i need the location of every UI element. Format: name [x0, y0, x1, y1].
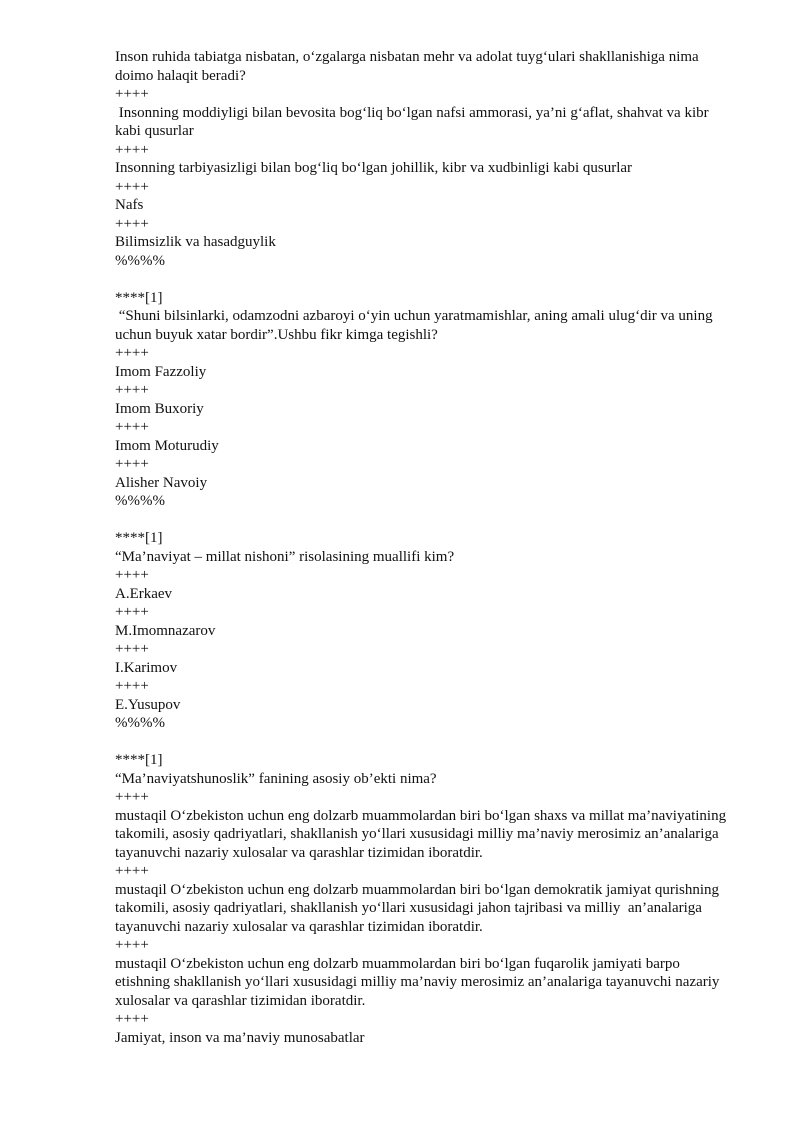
- option-separator: ++++: [115, 456, 149, 472]
- answer-option: A.Erkaev: [115, 585, 173, 602]
- question-text: “Shuni bilsinlarki, odamzodni azbaroyi o‘yin uchun yaratmamishlar, aning amali ulug‘dir va uning uchun buyuk xatar bordir”.Ushbu fikr kimga tegishli?: [115, 308, 717, 343]
- answer-option: mustaqil O‘zbekiston uchun eng dolzarb muammolardan biri bo‘lgan shaxs va millat ma’naviyatining takomili, asosiy qadriyatlari, shakllanish yo‘llari xususidagi milliy ma’naviy merosimiz an’analariga tayanuvchi nazariy xulosalar va qarashlar tizimidan iboratdir.: [115, 807, 730, 861]
- option-separator: ++++: [115, 178, 149, 195]
- option-separator: ++++: [115, 345, 149, 361]
- question-block-4: [115, 751, 735, 1047]
- question-block-1: [115, 48, 735, 270]
- answer-option: Imom Fazzoliy: [115, 363, 207, 380]
- answer-option: Bilimsizlik va hasadguylik: [115, 234, 276, 250]
- answer-option: I.Karimov: [115, 659, 178, 676]
- option-separator: ++++: [115, 382, 149, 398]
- test-document: [115, 48, 735, 1047]
- option-separator: ++++: [115, 1011, 149, 1027]
- answer-option: mustaqil O‘zbekiston uchun eng dolzarb muammolardan biri bo‘lgan demokratik jamiyat qurishning takomili, asosiy qadriyatlari, shakllanish yo‘llari xususidagi jahon tajribasi va milliy an’analariga tayanuvchi nazariy xulosalar va qarashlar tizimidan iboratdir.: [115, 881, 723, 935]
- block-end-marker: %%%%: [115, 493, 165, 509]
- answer-option: Imom Moturudiy: [115, 437, 219, 454]
- option-separator: ++++: [115, 789, 149, 805]
- option-separator: ++++: [115, 678, 149, 694]
- question-text: Inson ruhida tabiatga nisbatan, o‘zgalarga nisbatan mehr va adolat tuyg‘ulari shakllanishiga nima doimo halaqit beradi?: [115, 49, 703, 84]
- question-header: ****[1]: [115, 289, 163, 306]
- option-separator: ++++: [115, 641, 149, 657]
- question-text: “Ma’naviyat – millat nishoni” risolasining muallifi kim?: [115, 548, 455, 565]
- option-separator: ++++: [115, 604, 149, 620]
- question-block-3: [115, 529, 735, 733]
- question-block-2: [115, 289, 735, 511]
- answer-option: Insonning tarbiyasizligi bilan bog‘liq bo‘lgan johillik, kibr va xudbinligi kabi qusurlar: [115, 160, 633, 176]
- answer-option: mustaqil O‘zbekiston uchun eng dolzarb muammolardan biri bo‘lgan fuqarolik jamiyati barpo etishning shakllanish yo‘llari xususidagi milliy ma’naviy merosimiz an’analariga tayanuvchi nazariy xulosalar va qarashlar tizimidan iboratdir.: [115, 955, 724, 1009]
- question-header: ****[1]: [115, 752, 163, 768]
- question-text: “Ma’naviyatshunoslik” fanining asosiy ob’ekti nima?: [115, 770, 437, 787]
- answer-option: Jamiyat, inson va ma’naviy munosabatlar: [115, 1029, 365, 1046]
- question-header: ****[1]: [115, 530, 163, 546]
- option-separator: ++++: [115, 937, 149, 953]
- block-end-marker: %%%%: [115, 252, 165, 269]
- option-separator: ++++: [115, 567, 149, 583]
- option-separator: ++++: [115, 419, 149, 435]
- option-separator: ++++: [115, 141, 149, 158]
- option-separator: ++++: [115, 863, 149, 879]
- answer-option: Imom Buxoriy: [115, 400, 204, 417]
- answer-option: E.Yusupov: [115, 696, 181, 713]
- answer-option: Insonning moddiyligi bilan bevosita bog‘liq bo‘lgan nafsi ammorasi, ya’ni g‘aflat, shahvat va kibr kabi qusurlar: [115, 104, 713, 139]
- answer-option: Alisher Navoiy: [115, 474, 208, 491]
- option-separator: ++++: [115, 86, 149, 102]
- answer-option: Nafs: [115, 197, 144, 213]
- block-end-marker: %%%%: [115, 715, 165, 731]
- answer-option: M.Imomnazarov: [115, 622, 216, 639]
- option-separator: ++++: [115, 215, 149, 232]
